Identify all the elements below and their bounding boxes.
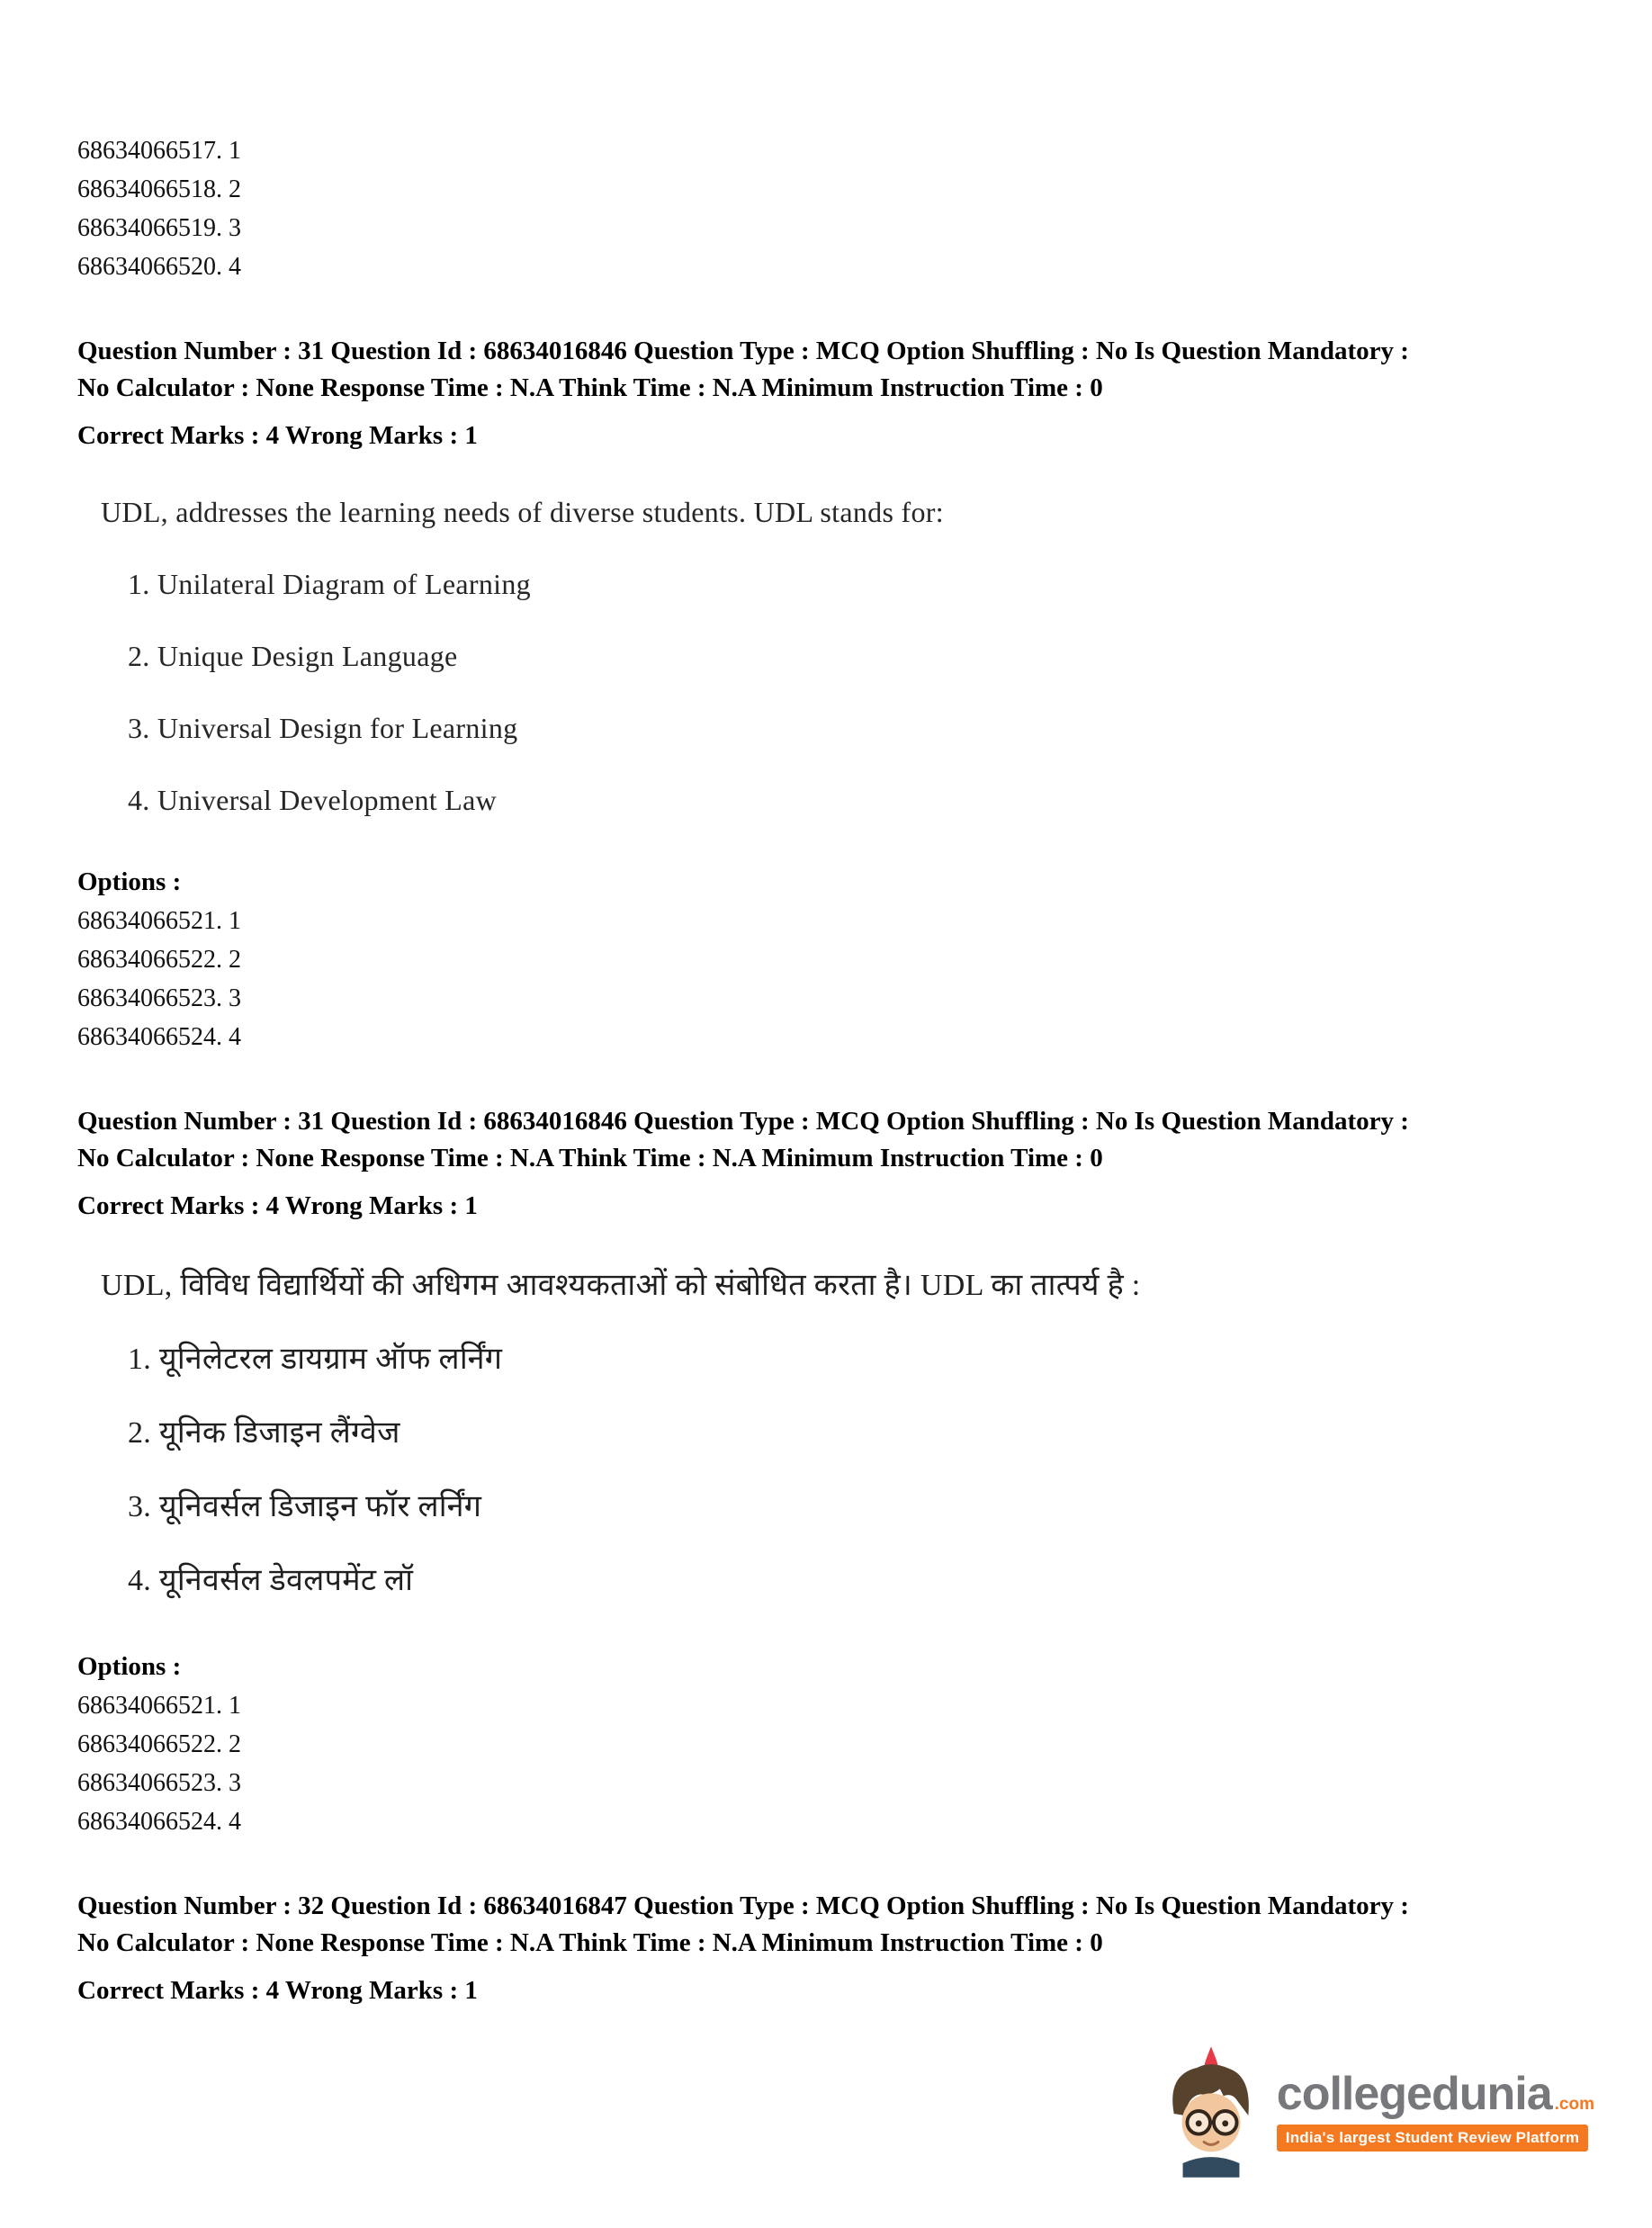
- option-id-line: 68634066518. 2: [77, 175, 241, 203]
- choice-line-3: 3. यूनिवर्सल डिजाइन फॉर लर्निंग: [128, 1490, 482, 1523]
- option-id-line: 68634066520. 4: [77, 253, 241, 281]
- marks-line: Correct Marks : 4 Wrong Marks : 1: [77, 1191, 478, 1220]
- brand-text: [1276, 2068, 1594, 2152]
- marks-line: Correct Marks : 4 Wrong Marks : 1: [77, 421, 478, 450]
- choice-line-1: 1. Unilateral Diagram of Learning: [128, 568, 531, 600]
- option-id-line: 68634066523. 3: [77, 1769, 241, 1797]
- choice-line-2: 2. Unique Design Language: [128, 640, 458, 672]
- option-id-line: 68634066522. 2: [77, 1730, 241, 1758]
- option-id-line: 68634066519. 3: [77, 214, 241, 242]
- question-header-line2: No Calculator : None Response Time : N.A Think Time : N.A Minimum Instruction Time : 0: [77, 1144, 1103, 1172]
- question-header-line2: No Calculator : None Response Time : N.A Think Time : N.A Minimum Instruction Time : 0: [77, 373, 1103, 402]
- choice-line-2: 2. यूनिक डिजाइन लैंग्वेज: [128, 1416, 400, 1450]
- choice-line-3: 3. Universal Design for Learning: [128, 712, 518, 744]
- brand-name: collegedunia: [1276, 2068, 1552, 2120]
- question-header: [77, 333, 1580, 454]
- question-31-english: [77, 333, 1580, 1056]
- question-31-hindi: [77, 1103, 1580, 1841]
- options-label: Options :: [77, 1652, 182, 1681]
- brand-tagline: India's largest Student Review Platform: [1277, 2125, 1588, 2152]
- question-text: UDL, विविध विद्यार्थियों की अधिगम आवश्यकताओं को संबोधित करता है। UDL का तात्पर्य है :: [101, 1269, 1141, 1302]
- question-header-line1: Question Number : 32 Question Id : 68634016847 Question Type : MCQ Option Shuffling : No Is Question Mandatory :: [77, 1891, 1409, 1920]
- option-id-line: 68634066524. 4: [77, 1808, 241, 1836]
- choice-line-4: 4. Universal Development Law: [128, 784, 498, 816]
- option-id-line: 68634066521. 1: [77, 907, 241, 935]
- choice-line-1: 1. यूनिलेटरल डायग्राम ऑफ लर्निंग: [128, 1343, 503, 1376]
- question-header-line1: Question Number : 31 Question Id : 68634016846 Question Type : MCQ Option Shuffling : No Is Question Mandatory :: [77, 337, 1409, 365]
- question-32-header: [77, 1888, 1580, 2009]
- question-text: UDL, addresses the learning needs of diverse students. UDL stands for:: [101, 496, 944, 528]
- brand-name-row: [1276, 2068, 1594, 2120]
- collegedunia-mascot-icon: [1158, 2044, 1264, 2178]
- question-header-line2: No Calculator : None Response Time : N.A Think Time : N.A Minimum Instruction Time : 0: [77, 1928, 1103, 1957]
- question-header: [77, 1888, 1580, 2009]
- option-id-line: 68634066523. 3: [77, 984, 241, 1012]
- option-id-line: 68634066522. 2: [77, 946, 241, 974]
- question-header: [77, 1103, 1580, 1225]
- option-id-line: 68634066521. 1: [77, 1692, 241, 1720]
- options-label: Options :: [77, 867, 182, 896]
- choice-line-4: 4. यूनिवर्सल डेवलपमेंट लॉ: [128, 1564, 414, 1597]
- brand-tld: .com: [1554, 2095, 1594, 2114]
- option-id-line: 68634066517. 1: [77, 137, 241, 165]
- question-header-line1: Question Number : 31 Question Id : 68634016846 Question Type : MCQ Option Shuffling : No Is Question Mandatory :: [77, 1107, 1409, 1136]
- option-id-line: 68634066524. 4: [77, 1023, 241, 1051]
- top-option-ids: [77, 131, 1580, 286]
- marks-line: Correct Marks : 4 Wrong Marks : 1: [77, 1976, 478, 2005]
- collegedunia-watermark: [1158, 2044, 1594, 2178]
